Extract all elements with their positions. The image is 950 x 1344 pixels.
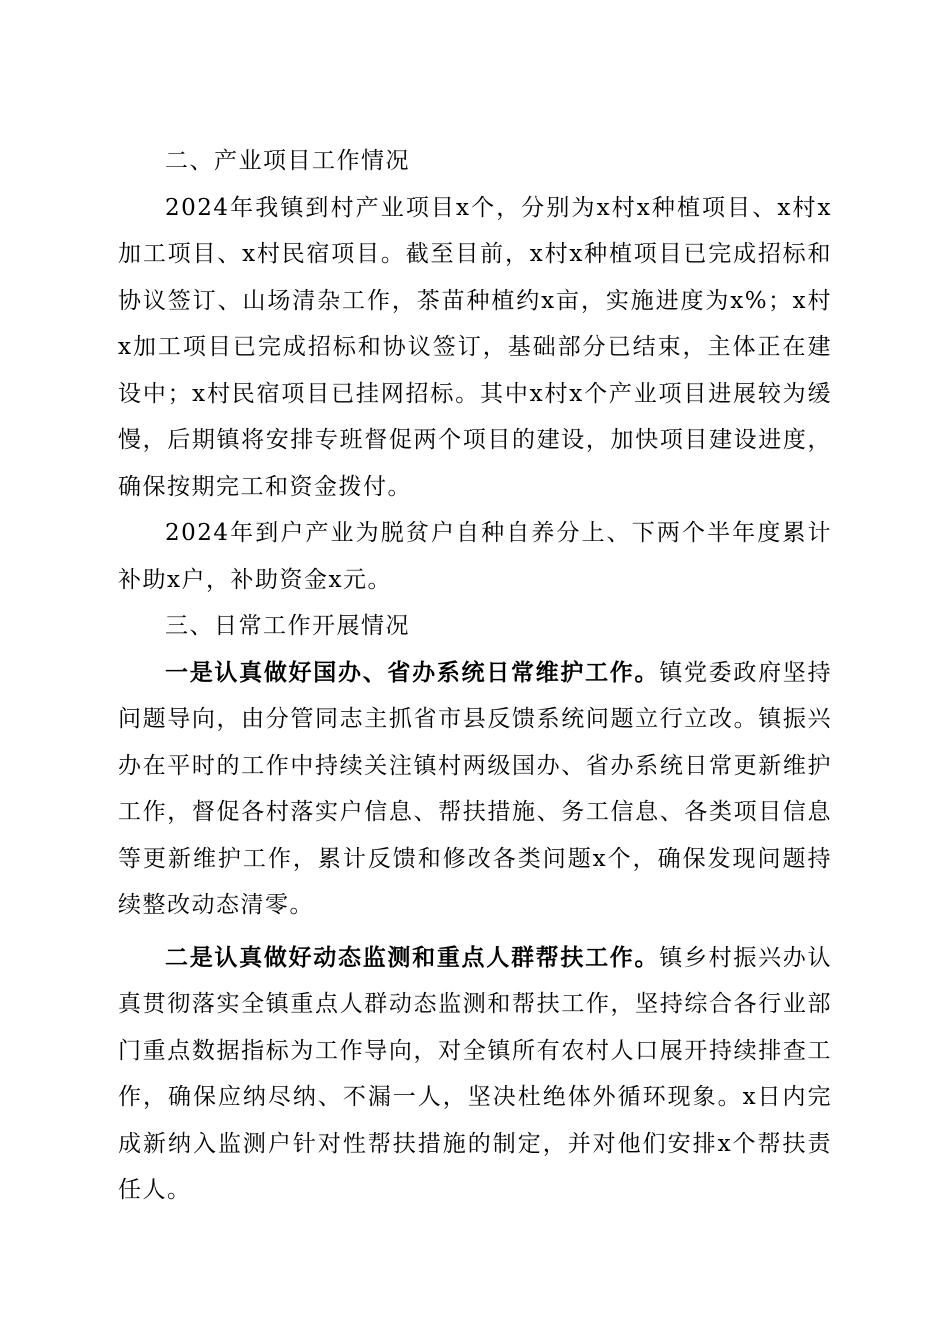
lead-system-maintenance: 一是认真做好国办、省办系统日常维护工作。	[165, 659, 660, 686]
document-page	[118, 138, 832, 1214]
section-heading-industry: 二、产业项目工作情况	[165, 148, 410, 174]
paragraph-dynamic-monitoring	[118, 935, 832, 1214]
paragraph-village-projects: 2024年我镇到村产业项目x个，分别为x村x种植项目、x村x加工项目、x村民宿项目。截至目前，x村x种植项目已完成招标和协议签订、山场清杂工作，茶苗种植约x亩，实施进度为x%；x村x加工项目已完成招标和协议签订，基础部分已结束，主体正在建设中；x村民宿项目已挂网招标。其中x村x个产业项目进展较为缓慢，后期镇将安排专班督促两个项目的建设，加快项目建设进度，确保按期完工和资金拨付。	[118, 194, 832, 500]
paragraph-system-maintenance	[118, 650, 832, 929]
paragraph-household-subsidy: 2024年到户产业为脱贫户自种自养分上、下两个半年度累计补助x户，补助资金x元。	[118, 520, 832, 593]
text-dynamic-monitoring: 镇乡村振兴办认真贯彻落实全镇重点人群动态监测和帮扶工作，坚持综合各行业部门重点数据指标为工作导向，对全镇所有农村人口展开持续排查工作，确保应纳尽纳、不漏一人，坚决杜绝体外循环现象。x日内完成新纳入监测户针对性帮扶措施的制定，并对他们安排x个帮扶责任人。	[118, 944, 833, 1203]
lead-dynamic-monitoring: 二是认真做好动态监测和重点人群帮扶工作。	[165, 944, 660, 971]
text-system-maintenance: 镇党委政府坚持问题导向，由分管同志主抓省市县反馈系统问题立行立改。镇振兴办在平时的工作中持续关注镇村两级国办、省办系统日常更新维护工作，督促各村落实户信息、帮扶措施、务工信息、各类项目信息等更新维护工作，累计反馈和修改各类问题x个，确保发现问题持续整改动态清零。	[118, 659, 833, 918]
section-heading-daily-work: 三、日常工作开展情况	[165, 613, 410, 639]
